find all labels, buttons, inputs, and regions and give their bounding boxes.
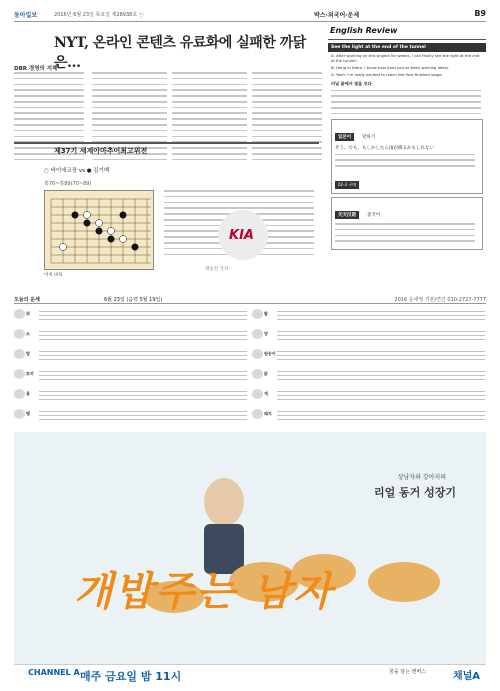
go-caption: 이치 바둑	[44, 273, 63, 278]
review-line: A: Yeah, I'm really excited to reach the final finished stage.	[331, 71, 443, 77]
kia-logo: KIA	[218, 210, 268, 260]
japanese-tag: 일본어	[335, 133, 354, 141]
channel-logo: CHANNEL A	[28, 668, 80, 677]
show-logo: 개밥주는 남자	[74, 569, 334, 615]
article-kicker: DBR 경영의 지혜	[14, 66, 58, 72]
pig-icon	[252, 409, 263, 419]
zodiac-row: 닭	[252, 368, 486, 381]
review-line: A: After working on this project for weeks, I can finally see the light at the end of the tunnel!	[331, 53, 480, 63]
newspaper-logo: 동아일보	[14, 12, 38, 19]
go-game-box	[14, 142, 319, 292]
zodiac-row: 소	[14, 328, 248, 341]
ad-illustration	[14, 432, 486, 664]
section-title: 박스·외국어·운세	[314, 12, 360, 19]
chinese-box	[331, 197, 483, 250]
japanese-subtitle: 말하기	[362, 134, 376, 140]
tiger-icon	[14, 349, 25, 359]
page-number: B9	[474, 9, 486, 18]
go-moves: 흑70~흑89(70~89)	[44, 181, 92, 187]
horoscope-header	[14, 296, 486, 304]
zodiac-row: 돼지	[252, 408, 486, 421]
horoscope-label: 오늘의 운세	[14, 297, 40, 303]
horse-icon	[252, 309, 263, 319]
ox-icon	[14, 329, 25, 339]
issue-date: 2016년 6월 23일 목요일 제28938호 ⓢ	[54, 12, 144, 18]
rooster-icon	[252, 369, 263, 379]
chinese-tag: 天天汉语	[335, 211, 359, 219]
review-line: B: Hang in there. I know how hard you've been working lately.	[331, 64, 449, 70]
japanese-box	[331, 119, 483, 194]
horoscope-ad: 2016 운세영 기본/연간 010-2727-7777	[394, 297, 486, 303]
article-headline: NYT, 온라인 콘텐츠 유료화에 실패한 까닭은…	[54, 35, 306, 71]
review-phrase: See the light at the end of the tunnel	[328, 43, 486, 52]
go-board	[44, 190, 154, 270]
masthead	[14, 8, 486, 22]
zodiac-row: 쥐	[14, 308, 248, 321]
ad-footer	[14, 664, 486, 686]
zodiac-row: 개	[252, 388, 486, 401]
zodiac-row: 용	[14, 388, 248, 401]
horoscope-right	[252, 308, 486, 428]
japanese-notes	[335, 154, 475, 167]
phone-badge: 02-3 구매	[335, 181, 359, 189]
go-title: 제37기 세계아마추어최고위전	[54, 147, 148, 155]
zodiac-row: 범	[14, 348, 248, 361]
go-players: ○ 바이에코장 vs ● 김기백	[44, 168, 110, 174]
snake-icon	[14, 409, 25, 419]
chinese-subtitle: 중국어	[367, 212, 381, 218]
review-notes	[331, 90, 481, 115]
dog-icon	[252, 389, 263, 399]
horoscope-date: 6월 23일 (음력 5월 19일)	[104, 297, 163, 303]
review-subtitle: 터널 끝에서 빛을 보다	[331, 80, 372, 86]
zodiac-row: 양	[252, 328, 486, 341]
japanese-sentence: そう、でも、もしかしたら雨が降るかもしれない	[335, 145, 434, 151]
rat-icon	[14, 309, 25, 319]
tv-show-ad	[14, 432, 486, 664]
english-review	[328, 26, 486, 290]
chinese-notes	[335, 223, 475, 242]
sheep-icon	[252, 329, 263, 339]
zodiac-row: 토끼	[14, 368, 248, 381]
review-title: English Review	[328, 26, 486, 40]
dragon-icon	[14, 389, 25, 399]
ad-title: 리얼 동거 성장기	[373, 486, 456, 499]
zodiac-row: 뱀	[14, 408, 248, 421]
article-byline: 곽승진 기자	[205, 267, 229, 272]
ad-tagline: 상남자와 강아지의	[397, 474, 446, 481]
zodiac-row: 말	[252, 308, 486, 321]
air-time: 매주 금요일 밤 11시	[80, 670, 182, 683]
monkey-icon	[252, 349, 263, 359]
channel-brand: 채널A	[452, 671, 480, 682]
channel-slogan: 꿈을 담는 캔버스	[389, 669, 426, 675]
zodiac-row: 원숭이	[252, 348, 486, 361]
horoscope-left	[14, 308, 248, 428]
rabbit-icon	[14, 369, 25, 379]
